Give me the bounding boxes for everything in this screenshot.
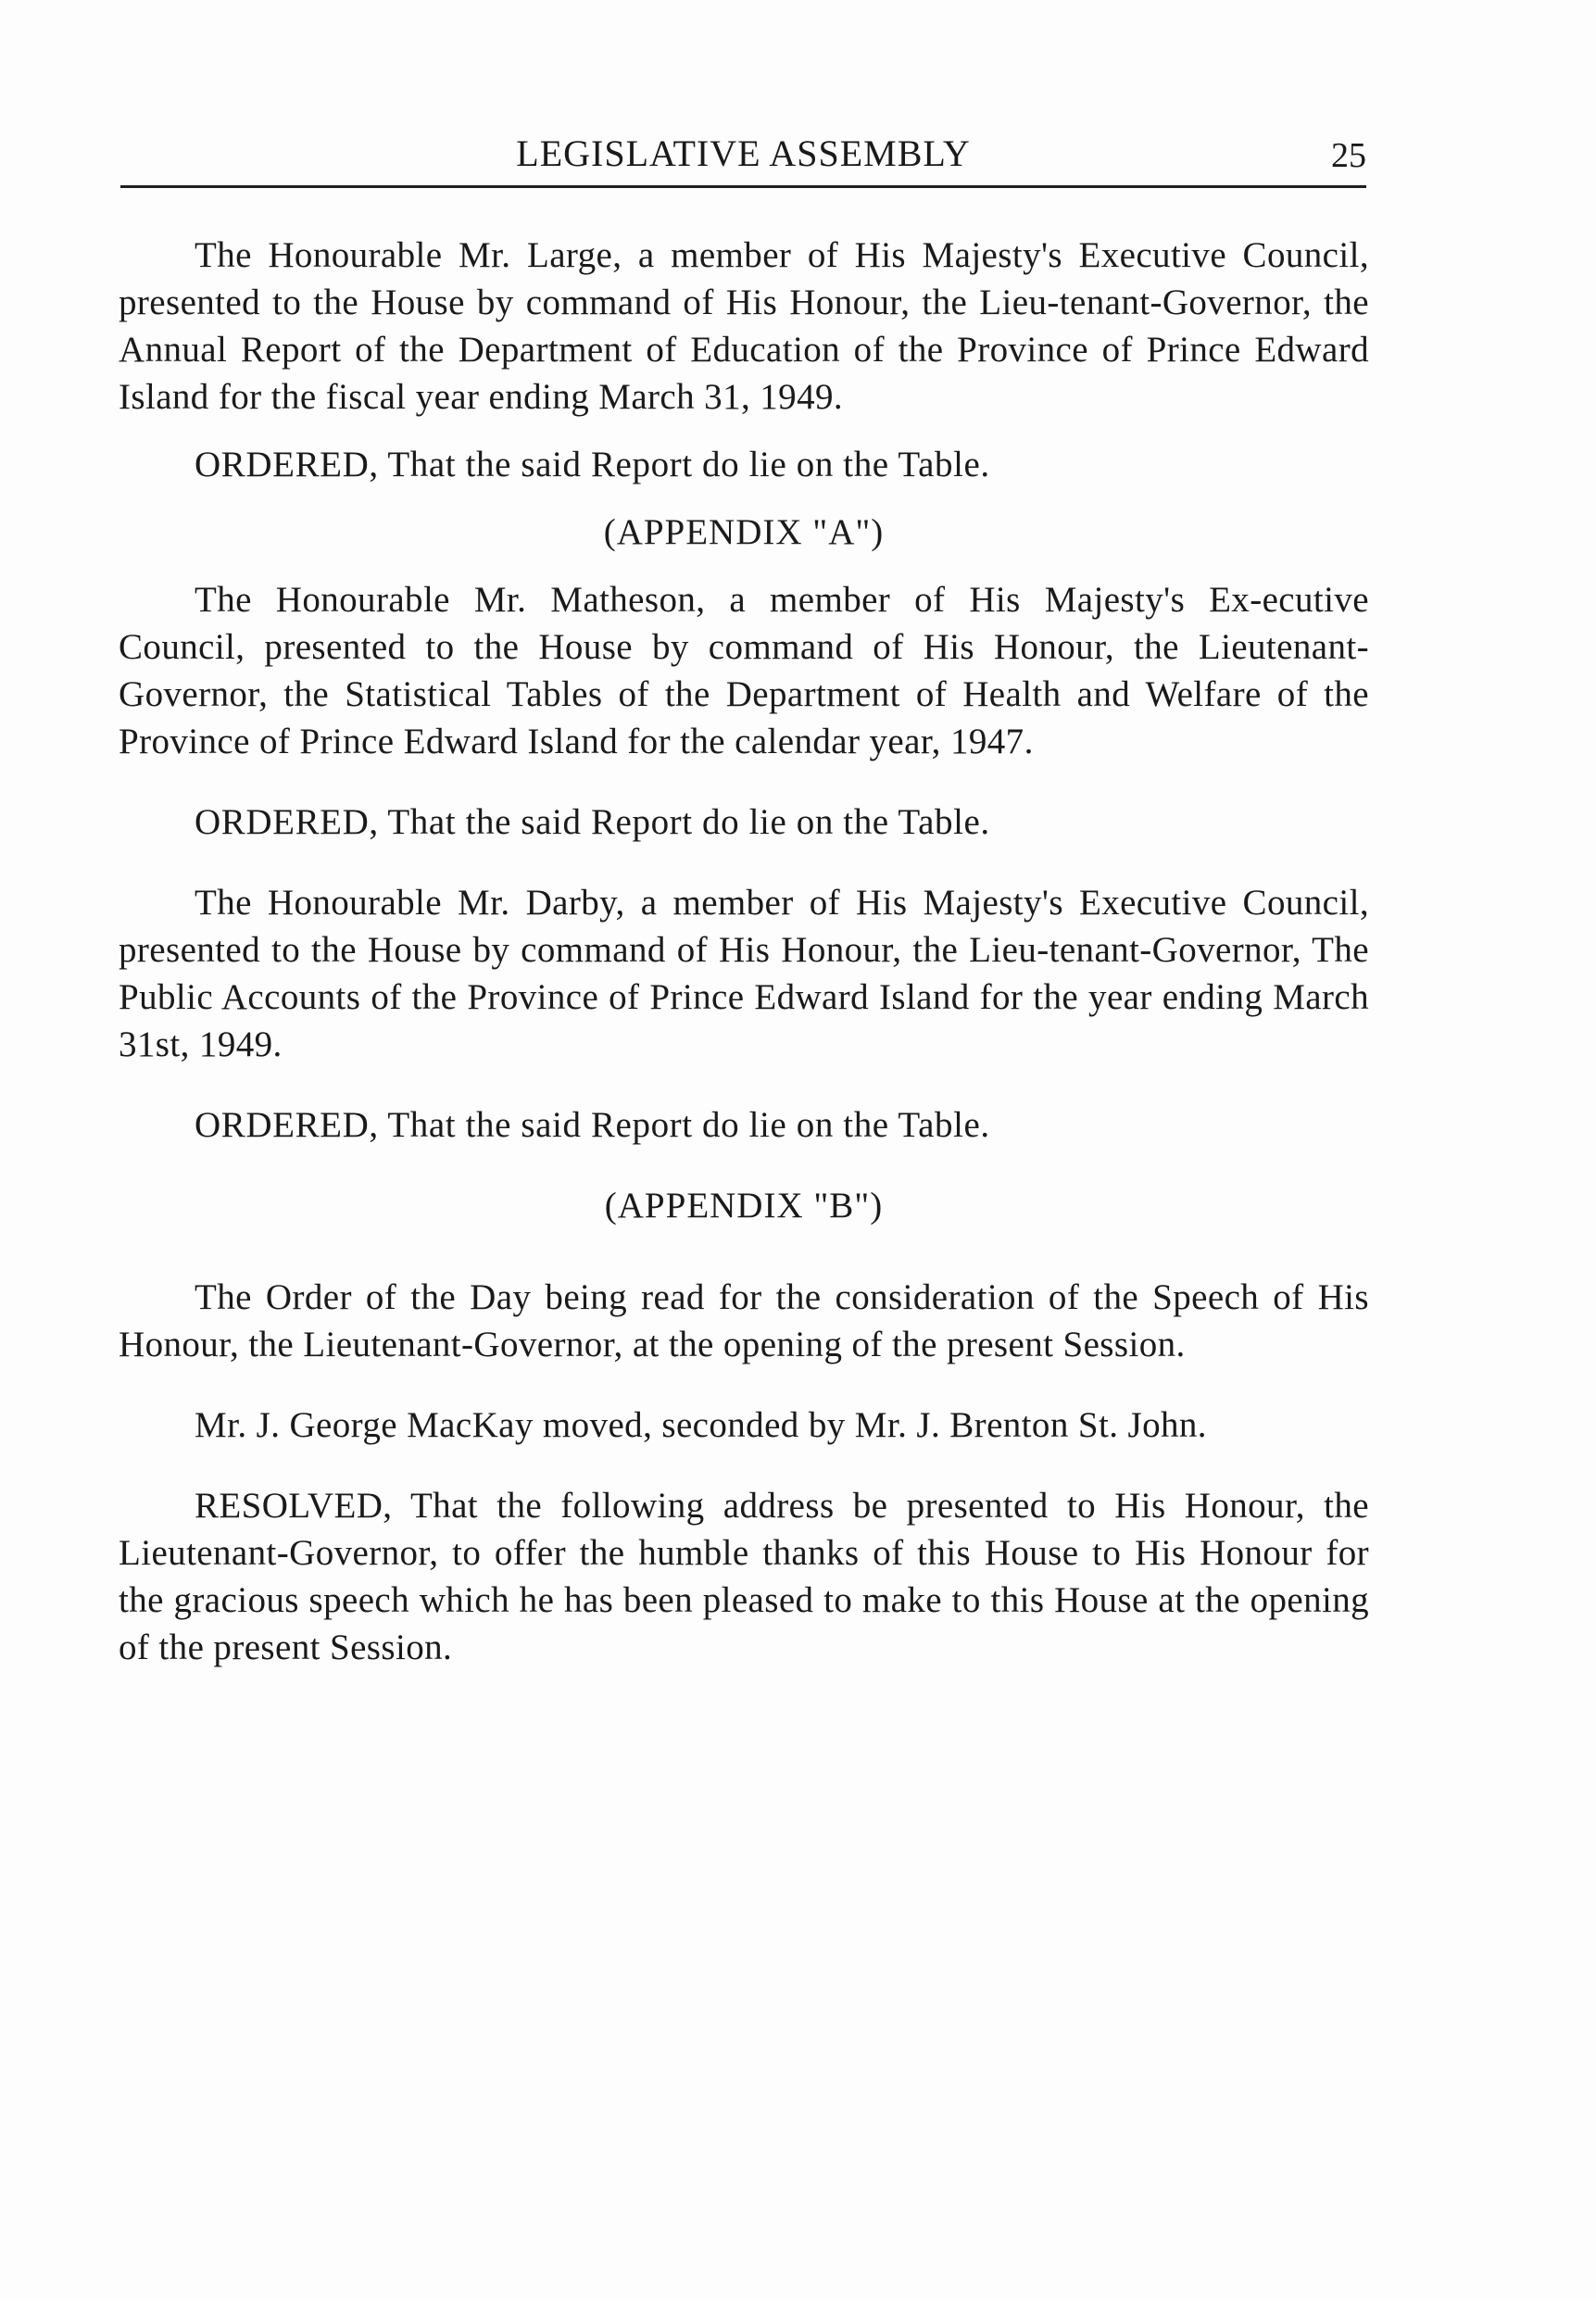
page-number: 25 [1331, 136, 1366, 175]
appendix-b-heading: (APPENDIX "B") [604, 1186, 884, 1225]
running-title: LEGISLATIVE ASSEMBLY [516, 132, 971, 174]
body-text [119, 232, 1369, 1671]
paragraph-education-report: The Honourable Mr. Large, a member of His Majesty's Executive Council, presented to the House by command of His Honour, the Lieu-tenant-Governor, the Annual Report of the Department of Education of the Province of Prince Edward Island for the fiscal year ending March 31, 1949. [119, 235, 1369, 417]
ordered-line: ORDERED, That the said Report do lie on the Table. [195, 802, 990, 842]
paragraph-order-of-day: The Order of the Day being read for the consideration of the Speech of His Honour, the Lieutenant-Governor, at the opening of the present Session. [119, 1277, 1369, 1364]
ordered-line: ORDERED, That the said Report do lie on the Table. [195, 1105, 990, 1145]
paragraph-motion: Mr. J. George MacKay moved, seconded by Mr. J. Brenton St. John. [195, 1405, 1207, 1445]
appendix-a-heading: (APPENDIX "A") [603, 512, 885, 552]
paragraph-public-accounts: The Honourable Mr. Darby, a member of His Majesty's Executive Council, presented to the House by command of His Honour, the Lieu-tenant-Governor, The Public Accounts of the Province of Prince Edward Island for the year ending March 31st, 1949. [119, 883, 1369, 1064]
ordered-line: ORDERED, That the said Report do lie on the Table. [195, 445, 990, 484]
running-header [120, 128, 1366, 188]
paragraph-health-tables: The Honourable Mr. Matheson, a member of His Majesty's Ex-ecutive Council, presented to the House by command of His Honour, the Lieutenant-Governor, the Statistical Tables of the Department of Health and Welfare of the Province of Prince Edward Island for the calendar year, 1947. [119, 580, 1369, 761]
paragraph-resolved: RESOLVED, That the following address be presented to His Honour, the Lieutenant-Governor, to offer the humble thanks of this House to His Honour for the gracious speech which he has been pleased to make to this House at the opening of the present Session. [119, 1486, 1369, 1667]
